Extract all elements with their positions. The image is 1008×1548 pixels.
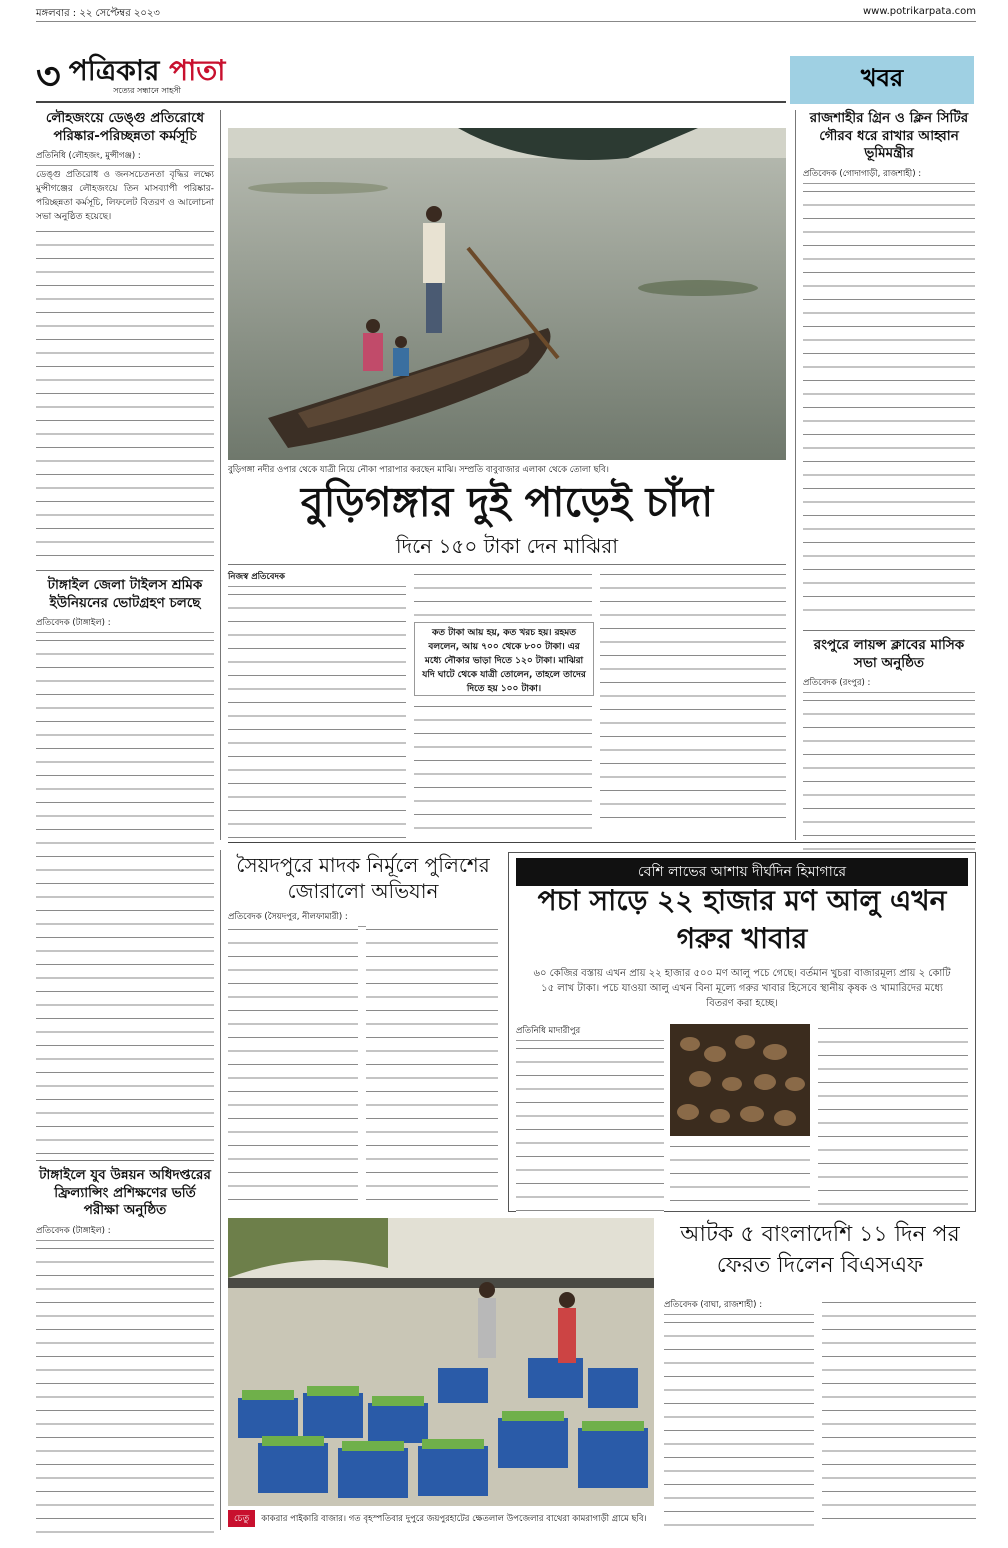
lead-byline: নিজস্ব প্রতিবেদক <box>228 570 406 587</box>
bsf-body-col2 <box>822 1298 976 1528</box>
story-body-text <box>36 1244 214 1536</box>
photo-tag: চেতু <box>228 1510 255 1527</box>
bsf-headline: আটক ৫ বাংলাদেশি ১১ দিন পর ফেরত দিলেন বিএসএফ <box>680 1222 960 1278</box>
story-title: টাঙ্গাইল জেলা টাইলস শ্রমিক ইউনিয়নের ভোটগ্রহণ চলছে <box>47 577 203 611</box>
bsf-body-col1 <box>664 1298 814 1530</box>
potato-body-col1 <box>516 1024 664 1212</box>
story-body-text <box>36 636 214 1166</box>
column-divider <box>220 850 221 1530</box>
story-byline: প্রতিবেদক (টাঙ্গাইল) : <box>36 616 214 633</box>
story-title: রংপুরে লায়ন্স ক্লাবের মাসিক সভা অনুষ্ঠিত <box>813 637 965 671</box>
section-rule <box>228 842 976 843</box>
story-byline: প্রতিবেদক (রংপুর) : <box>803 676 975 693</box>
potato-summary: ৬০ কেজির বস্তায় এখন প্রায় ২২ হাজার ৫০০ মণ আলু পচে গেছে। বর্তমান খুচরা বাজারমূল্য প্রায় ২ কোটি ১৫ লাখ টাকা। পচে যাওয়া আলু এখন বিনা মূল্যে গরুর খাবার হিসেবে স্থানীয় কৃষক ও খামারিদের মধ্যে বিতরণ করা হচ্ছে। <box>533 968 951 1009</box>
potato-body-col2 <box>670 1142 810 1208</box>
lead-body-col1 <box>228 570 406 848</box>
story-byline: প্রতিনিধি (লৌহজং, মুন্সীগঞ্জ) : <box>36 149 214 166</box>
website-link[interactable]: www.potrikarpata.com <box>863 6 976 17</box>
story-byline: প্রতিবেদক (টাঙ্গাইল) : <box>36 1224 214 1241</box>
story-dengue <box>36 110 214 562</box>
story-tiles-union <box>36 570 214 1166</box>
potato-photo <box>670 1024 810 1136</box>
story-byline: প্রতিনিধি মাদারীপুর <box>516 1024 664 1041</box>
story-lead: ডেঙ্গু প্রতিরোধ ও জনসচেতনতা বৃদ্ধির লক্ষ্যে মুন্সীগঞ্জের লৌহজংয়ে তিন মাসব্যাপী পরিষ্কার-পরিচ্ছন্নতা কর্মসূচি, লিফলেট বিতরণ ও আলোচনা সভা অনুষ্ঠিত হয়েছে। <box>36 170 214 222</box>
caption-text: কাকরার পাইকারি বাজার। গত বৃহস্পতিবার দুপুরে জয়পুরহাটের ক্ষেতলাল উপজেলার বাথেরা কামরাগাড়ী গ্রামে ছবি। <box>261 1513 647 1524</box>
story-saidpur <box>228 852 498 930</box>
page-number: ৩ <box>36 54 61 98</box>
potato-headline: পচা সাড়ে ২২ হাজার মণ আলু এখন গরুর খাবার <box>537 884 947 955</box>
story-title: লৌহজংয়ে ডেঙ্গু প্রতিরোধে পরিষ্কার-পরিচ্ছন্নতা কর্মসূচি <box>45 110 205 144</box>
lead-body-col2 <box>414 570 592 616</box>
story-body-text <box>228 590 406 848</box>
section-banner: খবর <box>790 56 974 104</box>
issue-date: মঙ্গলবার : ২২ সেপ্টেম্বর ২০২৩ <box>36 8 160 19</box>
story-body-text <box>36 227 214 562</box>
column-divider <box>795 110 796 840</box>
masthead <box>36 54 281 98</box>
masthead-rule <box>36 101 786 103</box>
lead-body-col2b <box>414 702 592 830</box>
rule <box>228 564 786 565</box>
saidpur-body-col1 <box>228 925 358 1205</box>
top-bar <box>36 6 976 22</box>
lead-photo-caption: বুড়িগঙ্গা নদীর ওপার থেকে যাত্রী নিয়ে নৌকা পারাপার করছেন মাঝি। সম্প্রতি বাবুবাজার এলাকা থেকে তোলা ছবি। <box>228 465 609 475</box>
story-body-text <box>803 187 975 617</box>
story-title: রাজশাহীর গ্রিন ও ক্লিন সিটির গৌরব ধরে রাখার আহ্বান ভূমিমন্ত্রীর <box>809 110 969 162</box>
story-freelancing <box>36 1160 214 1536</box>
lead-photo <box>228 128 786 460</box>
lead-pullquote: কত টাকা আয় হয়, কত খরচ হয়। রহমত বললেন, আয় ৭০০ থেকে ৮০০ টাকা। এর মধ্যে নৌকার ভাড়া দিতে ১২০ টাকা। মাঝিরা যদি ঘাটে থেকে যাত্রী তোলেন, তাহলে তাদের দিতে হয় ১০০ টাকা। <box>414 622 594 696</box>
potato-body-col3 <box>818 1024 968 1208</box>
lead-headline: বুড়িগঙ্গার দুই পাড়েই চাঁদা <box>300 478 714 526</box>
story-rajshahi <box>803 110 975 617</box>
story-byline: প্রতিবেদক (বাঘা, রাজশাহী) : <box>664 1298 814 1315</box>
story-title: টাঙ্গাইলে যুব উন্নয়ন অধিদপ্তরের ফ্রিল্যান্সিং প্রশিক্ষণের ভর্তি পরীক্ষা অনুষ্ঠিত <box>39 1167 211 1219</box>
potato-kicker: বেশি লাভের আশায় দীর্ঘদিন হিমাগারে <box>516 858 968 886</box>
market-photo <box>228 1218 654 1506</box>
lead-body-col3 <box>600 570 786 830</box>
column-divider <box>220 110 221 840</box>
story-byline: প্রতিবেদক (গোদাগাড়ী, রাজশাহী) : <box>803 167 975 184</box>
story-byline: প্রতিবেদক (সৈয়দপুর, নীলফামারী) : <box>228 910 498 927</box>
logo: পত্রিকার পাতা সত্যের সন্ধানে সাহসী <box>68 54 226 95</box>
saidpur-body-col2 <box>366 925 498 1205</box>
market-photo-caption <box>228 1510 654 1527</box>
lead-subhead: দিনে ১৫০ টাকা দেন মাঝিরা <box>395 534 619 558</box>
story-lions-club <box>803 630 975 862</box>
story-title: সৈয়দপুরে মাদক নির্মূলে পুলিশের জোরালো অভিযান <box>236 853 490 903</box>
story-body-text <box>803 696 975 862</box>
